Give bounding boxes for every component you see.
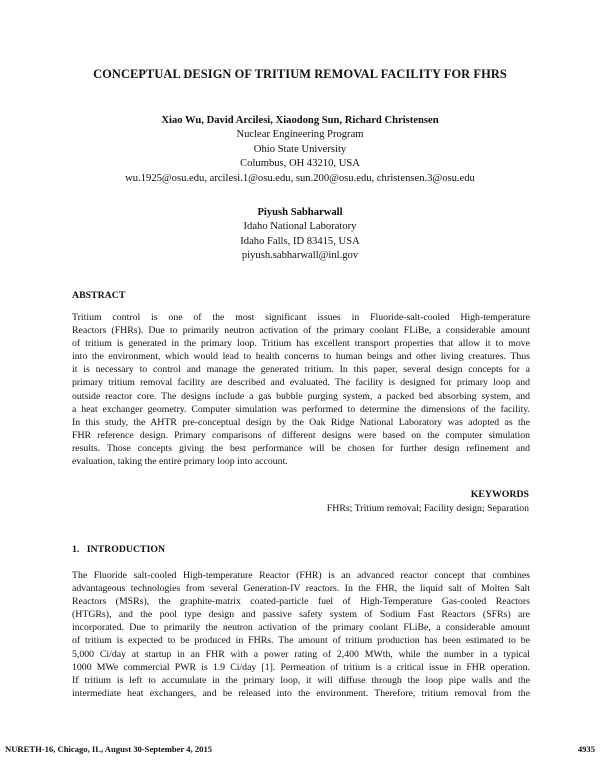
introduction-line: intermediate heat exchangers, and be released into the environment. Therefore, tritium removal from the <box>72 687 530 699</box>
abstract-line: evaluation, taking the entire primary loop into account. <box>72 456 288 468</box>
abstract-line: of tritium is generated in the primary loop. Tritium has excellent transport properties that allow it to move <box>72 338 530 350</box>
introduction-body <box>72 569 530 700</box>
abstract-line: a heat exchanger geometry. Computer simulation was performed to determine the dimensions of the facility. <box>72 403 530 415</box>
abstract-line: into the environment, which would lead to health concerns to human beings and other living creatures. Thus <box>72 351 530 363</box>
author-names-osu: Xiao Wu, David Arcilesi, Xiaodong Sun, Richard Christensen <box>161 115 439 126</box>
author-address-osu: Columbus, OH 43210, USA <box>240 158 360 170</box>
author-address-inl: Idaho Falls, ID 83415, USA <box>240 235 360 247</box>
introduction-heading-text: 1. INTRODUCTION <box>72 544 166 555</box>
author-block-osu <box>0 114 600 186</box>
author-block-inl <box>0 206 600 264</box>
author-emails-osu: wu.1925@osu.edu, arcilesi.1@osu.edu, sun.200@osu.edu, christensen.3@osu.edu <box>125 172 475 184</box>
abstract-line: Tritium control is one of the most significant issues in Fluoride-salt-cooled High-temperature <box>72 312 530 323</box>
author-name-inl: Piyush Sabharwall <box>257 207 343 218</box>
footer-page-number: 4935 <box>577 744 595 754</box>
author-institution-inl: Idaho National Laboratory <box>243 221 357 233</box>
abstract-line: outside reactor core. The designs include a gas bubble purging system, a packed bed absorbing system, and <box>72 390 530 402</box>
introduction-line: The Fluoride salt-cooled High-temperature Reactor (FHR) is an advanced reactor concept that combines <box>72 570 530 581</box>
introduction-line: Reactors (MSRs), the graphite-matrix coated-particle fuel of High-Temperature Gas-cooled Reactors <box>72 596 530 608</box>
abstract-line: it is necessary to control and manage the generated tritium. In this paper, several design concepts for a <box>72 364 530 376</box>
introduction-line: of tritium is expected to be produced in FHRs. The amount of tritium production has been estimated to be <box>72 635 530 647</box>
abstract-line: Reactors (FHRs). Due to primarily neutron activation of the primary coolant FLiBe, a considerable amount <box>72 325 530 337</box>
introduction-line: 1000 MWe commercial PWR is 1.9 Ci/day [1]. Permeation of tritium is a critical issue in FHR operation. <box>72 661 530 673</box>
paper-title: CONCEPTUAL DESIGN OF TRITIUM REMOVAL FACILITY FOR FHRS <box>93 67 507 81</box>
introduction-line: incorporated. Due to primarily the neutron activation of the primary coolant FLiBe, a considerable amount <box>72 622 530 634</box>
abstract-line: FHR reference design. Primary comparisons of different designs were based on the computer simulation <box>72 429 530 441</box>
introduction-heading <box>72 544 165 555</box>
keywords-heading: KEYWORDS <box>470 489 529 500</box>
abstract-heading: ABSTRACT <box>72 290 126 301</box>
keywords-list: FHRs; Tritium removal; Facility design; Separation <box>326 503 529 514</box>
author-department: Nuclear Engineering Program <box>236 129 364 141</box>
introduction-line: (HTGRs), and the pool type design and passive safety system of Sodium Fast Reactors (SFRs) are <box>72 609 530 621</box>
abstract-line: primary tritium removal facility are described and evaluated. The facility is designed for primary loop and <box>72 377 530 389</box>
author-email-inl: piyush.sabharwall@inl.gov <box>241 250 359 262</box>
introduction-line: advantageous technologies from several Generation-IV reactors. In the FHR, the liquid salt of Molten Salt <box>72 583 530 595</box>
abstract-body <box>72 311 530 468</box>
footer-conference: NURETH-16, Chicago, IL, August 30-September 4, 2015 <box>5 744 213 754</box>
abstract-line: In this study, the AHTR pre-conceptual design by the Oak Ridge National Laboratory was adopted as the <box>72 416 530 428</box>
abstract-line: results. Those concepts giving the best performance will be chosen for further design refinement and <box>72 442 530 454</box>
author-institution-osu: Ohio State University <box>253 143 347 155</box>
introduction-line: 5,000 Ci/day at startup in an FHR with a power rating of 2,400 MWth, while the number in a typical <box>72 648 530 660</box>
introduction-line: If tritium is left to accumulate in the primary loop, it will diffuse through the loop pipe walls and the <box>72 674 530 686</box>
